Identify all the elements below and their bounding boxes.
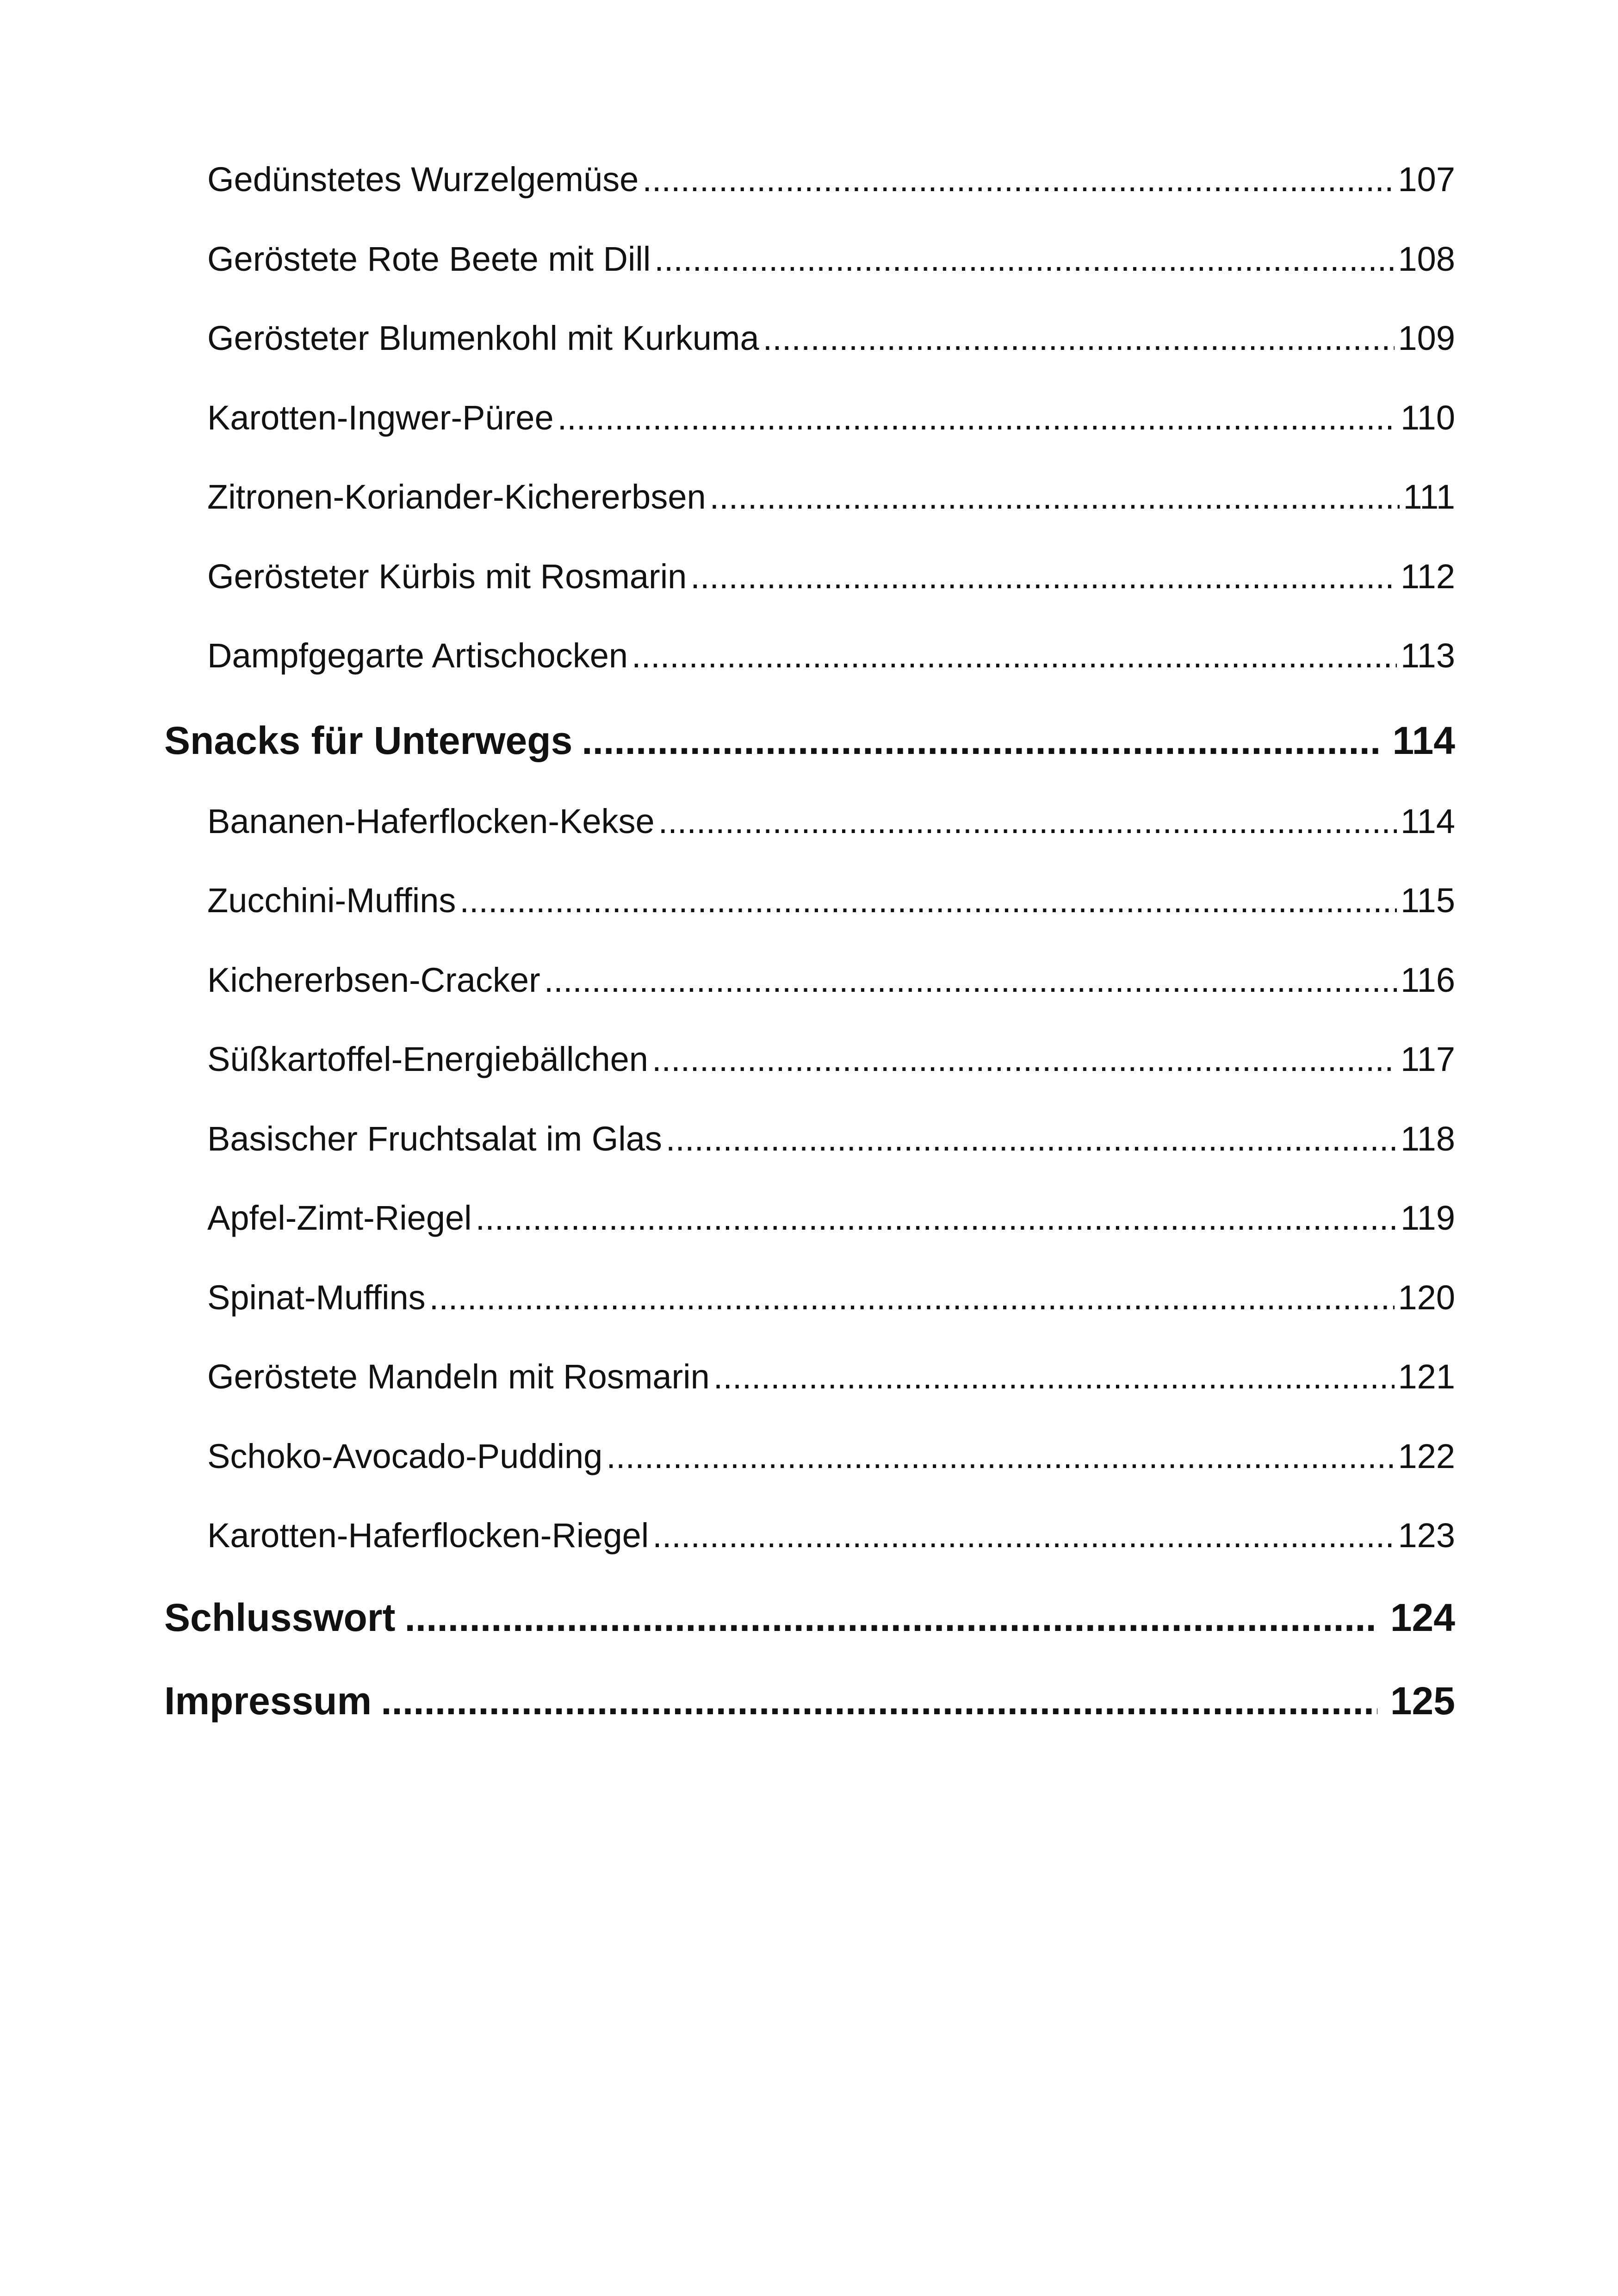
toc-entry-label: Zucchini-Muffins	[207, 881, 456, 920]
toc-entry-page: 112	[1401, 557, 1455, 596]
toc-entry-page: 110	[1401, 398, 1455, 437]
toc-dot-leader	[642, 160, 1394, 199]
table-of-contents	[164, 160, 1455, 1762]
toc-chapter-label: Schlusswort	[164, 1595, 396, 1639]
toc-chapter-impressum[interactable]	[164, 1679, 1455, 1762]
toc-entry-label: Karotten-Ingwer-Püree	[207, 398, 554, 437]
toc-chapter-label: Snacks für Unterwegs	[164, 718, 573, 762]
toc-entry-geroesteter-blumenkohl[interactable]	[164, 318, 1455, 398]
toc-dot-leader	[710, 477, 1400, 516]
toc-chapter-page: 125	[1390, 1679, 1455, 1723]
toc-entry-suesskartoffel-energiebaellchen[interactable]	[164, 1039, 1455, 1119]
toc-dot-leader	[652, 1039, 1397, 1079]
toc-entry-zucchini-muffins[interactable]	[164, 881, 1455, 960]
toc-dot-leader	[652, 1516, 1394, 1555]
toc-entry-gedunstetes-wurzelgemuse[interactable]	[164, 160, 1455, 239]
toc-dot-leader	[544, 960, 1397, 1000]
toc-dot-leader	[666, 1119, 1397, 1158]
toc-dot-leader	[658, 802, 1397, 841]
toc-entry-page: 123	[1398, 1516, 1455, 1555]
toc-chapter-schlusswort[interactable]	[164, 1595, 1455, 1679]
toc-entry-label: Basischer Fruchtsalat im Glas	[207, 1119, 662, 1158]
toc-entry-schoko-avocado-pudding[interactable]	[164, 1437, 1455, 1516]
toc-dot-leader	[763, 318, 1395, 358]
toc-dot-leader	[429, 1278, 1395, 1317]
toc-dot-leader	[582, 718, 1379, 763]
toc-entry-page: 119	[1401, 1199, 1455, 1237]
toc-entry-page: 111	[1403, 478, 1455, 516]
toc-entry-label: Gedünstetes Wurzelgemüse	[207, 160, 639, 199]
toc-dot-leader	[632, 636, 1397, 675]
toc-entry-page: 120	[1398, 1278, 1455, 1317]
toc-entry-apfel-zimt-riegel[interactable]	[164, 1198, 1455, 1278]
toc-dot-leader	[476, 1198, 1397, 1238]
toc-dot-leader	[606, 1437, 1394, 1476]
toc-entry-label: Schoko-Avocado-Pudding	[207, 1437, 603, 1475]
toc-entry-label: Spinat-Muffins	[207, 1278, 426, 1317]
toc-entry-label: Dampfgegarte Artischocken	[207, 636, 628, 675]
toc-entry-label: Gerösteter Kürbis mit Rosmarin	[207, 557, 687, 596]
toc-dot-leader	[404, 1595, 1377, 1640]
toc-entry-dampfgegarte-artischocken[interactable]	[164, 636, 1455, 716]
toc-dot-leader	[713, 1357, 1395, 1396]
toc-entry-label: Zitronen-Koriander-Kichererbsen	[207, 478, 706, 516]
toc-entry-page: 114	[1401, 802, 1455, 840]
toc-entry-page: 117	[1401, 1040, 1455, 1078]
toc-entry-label: Kichererbsen-Cracker	[207, 960, 540, 999]
toc-entry-label: Geröstete Rote Beete mit Dill	[207, 239, 651, 278]
toc-chapter-snacks-fuer-unterwegs[interactable]	[164, 718, 1455, 802]
toc-entry-page: 108	[1398, 239, 1455, 278]
toc-entry-label: Süßkartoffel-Energiebällchen	[207, 1040, 648, 1078]
toc-entry-page: 113	[1401, 636, 1455, 675]
toc-dot-leader	[558, 398, 1397, 437]
toc-entry-label: Karotten-Haferflocken-Riegel	[207, 1516, 649, 1555]
toc-entry-zitronen-koriander-kichererbsen[interactable]	[164, 477, 1455, 557]
toc-dot-leader	[654, 239, 1394, 279]
toc-entry-page: 122	[1398, 1437, 1455, 1475]
toc-entry-label: Gerösteter Blumenkohl mit Kurkuma	[207, 319, 759, 357]
toc-entry-page: 118	[1401, 1119, 1455, 1158]
toc-entry-spinat-muffins[interactable]	[164, 1278, 1455, 1357]
toc-entry-bananen-haferflocken-kekse[interactable]	[164, 802, 1455, 881]
toc-entry-geroesteter-kuerbis[interactable]	[164, 557, 1455, 636]
toc-entry-geroestete-mandeln[interactable]	[164, 1357, 1455, 1437]
toc-entry-geroestete-rote-beete[interactable]	[164, 239, 1455, 319]
toc-entry-basischer-fruchtsalat[interactable]	[164, 1119, 1455, 1199]
toc-entry-page: 115	[1401, 881, 1455, 920]
toc-chapter-page: 114	[1392, 718, 1455, 762]
toc-entry-label: Geröstete Mandeln mit Rosmarin	[207, 1357, 710, 1396]
toc-entry-label: Bananen-Haferflocken-Kekse	[207, 802, 655, 840]
toc-chapter-page: 124	[1390, 1595, 1455, 1639]
toc-entry-kichererbsen-cracker[interactable]	[164, 960, 1455, 1040]
toc-entry-karotten-ingwer-pueree[interactable]	[164, 398, 1455, 478]
toc-entry-karotten-haferflocken-riegel[interactable]	[164, 1516, 1455, 1595]
toc-entry-label: Apfel-Zimt-Riegel	[207, 1199, 472, 1237]
toc-entry-page: 109	[1398, 319, 1455, 357]
toc-entry-page: 121	[1398, 1357, 1455, 1396]
toc-entry-page: 116	[1401, 960, 1455, 999]
toc-dot-leader	[690, 557, 1397, 596]
toc-chapter-label: Impressum	[164, 1679, 372, 1723]
toc-entry-page: 107	[1398, 160, 1455, 199]
toc-dot-leader	[381, 1679, 1377, 1724]
toc-dot-leader	[459, 881, 1397, 920]
